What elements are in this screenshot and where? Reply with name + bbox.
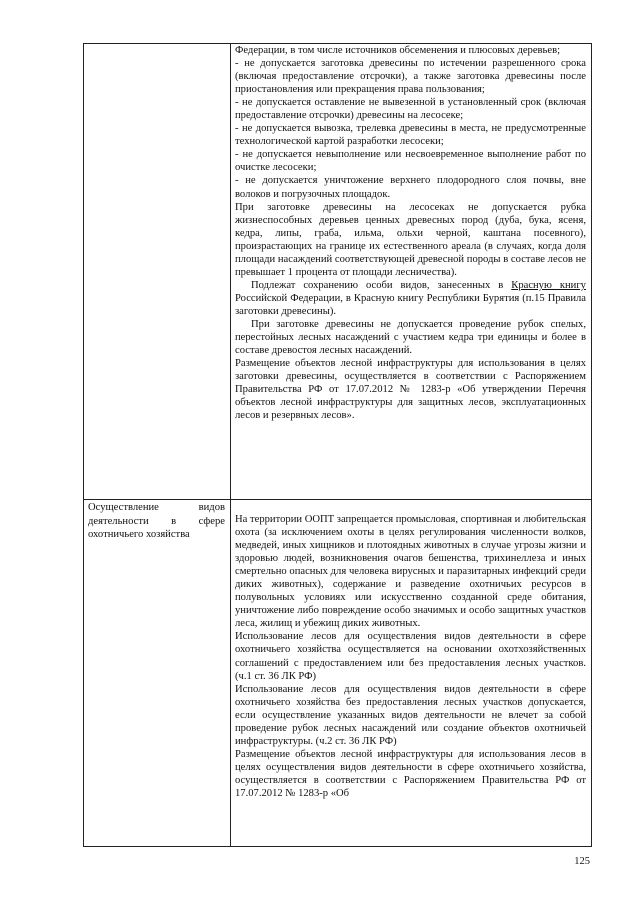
regulation-table [83,43,592,847]
paragraph: Использование лесов для осуществления видов деятельности в сфере охотничьего хозяйства осуществляется на основании охотхозяйственных соглашений с предоставлением или без предоставления лесных участков. (ч.1 ст. 36 ЛК РФ) [235,631,586,682]
activity-name: Осуществление видов деятельности в сфере охотничьего хозяйства [88,502,225,540]
activity-cell [84,44,231,500]
page-number: 125 [574,856,590,867]
table-row [84,500,592,847]
paragraph-with-link [235,279,586,318]
paragraph: Размещение объектов лесной инфраструктуры для использования лесов в целях осуществления видов деятельности в сфере охотничьего хозяйства, осуществляется в соответствии с Распоряжением Правительства РФ от 17.07.2012 № 1283-р «Об [235,748,586,799]
paragraph: - не допускается оставление не вывезенной в установленный срок (включая предоставление отсрочки) древесины на лесосеке; [235,97,586,122]
paragraph: При заготовке древесины на лесосеках не допускается рубка жизнеспособных деревьев ценных древесных пород (дуба, бука, ясеня, кедра, липы, граба, ильма, ольхи черной, каштана посевного), произрастающих на границе их естественного ареала (в случаях, когда доля площади насаждений соответствующей древесной породы в составе лесов не превышает 1 процента от площади лесничества). [235,201,586,278]
paragraph: - не допускается уничтожение верхнего плодородного слоя почвы, вне волоков и погрузочных площадок. [235,175,586,200]
paragraph: - не допускается заготовка древесины по истечении разрешенного срока (включая предоставление отсрочки), а также заготовка древесины после приостановления или прекращения права пользования; [235,58,586,96]
paragraph: Федерации, в том числе источников обсеменения и плюсовых деревьев; [235,45,561,56]
paragraph: - не допускается невыполнение или несвоевременное выполнение работ по очистке лесосеки; [235,149,586,174]
paragraph: При заготовке древесины не допускается проведение рубок спелых, перестойных лесных насаждений с участием кедра три единицы и более в составе древостоя лесных насаждений. [235,318,586,357]
table-row [84,44,592,500]
paragraph: На территории ООПТ запрещается промысловая, спортивная и любительская охота (за исключением охоты в целях регулирования численности волков, медведей, иных хищников и плотоядных животных в случае угрозы жизни и здоровью людей, возникновения очагов бешенства, трихинеллеза и иных смертельно опасных для человека вирусных и паразитарных инфекций среди диких животных), содержание и разведение охотничьих ресурсов в полувольных условиях или искусственно созданной среде обитания, уничтожение либо повреждение особо значимых и особо защитных участков леса, жилищ и убежищ диких животных. [235,514,586,630]
text-segment: Подлежат сохранению особи видов, занесенных в [251,279,512,291]
paragraph: - не допускается вывозка, трелевка древесины в места, не предусмотренные технологической картой разработки лесосеки; [235,123,586,148]
paragraph: Размещение объектов лесной инфраструктуры для использования в целях заготовки древесины, осуществляется в соответствии с Распоряжением Правительства РФ от 17.07.2012 № 1283-р «Об утверждении Перечня объектов лесной инфраструктуры для защитных лесов, эксплуатационных лесов и резервных лесов». [235,358,586,422]
red-book-link[interactable]: Красную книгу [511,279,586,291]
activity-name [84,44,230,45]
paragraph: Использование лесов для осуществления видов деятельности в сфере охотничьего хозяйства без предоставления лесных участков допускается, если осуществление указанных видов деятельности не влечет за собой проведение рубок лесных насаждений или создание объектов охотничьей инфраструктуры. (ч.2 ст. 36 ЛК РФ) [235,683,586,747]
text-segment: Российской Федерации, в Красную книгу Республики Бурятия (п.15 Правила заготовки древесины). [235,292,586,317]
activity-cell [84,500,231,847]
requirements-cell [231,500,592,847]
requirements-cell [231,44,592,500]
